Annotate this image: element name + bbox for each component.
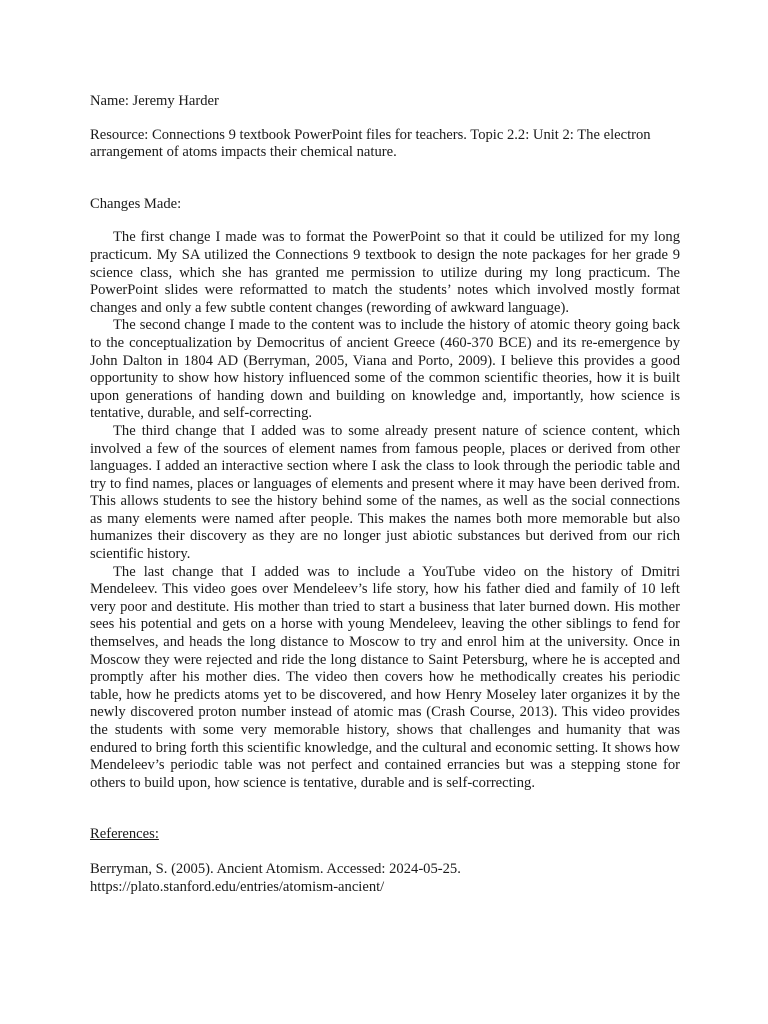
reference-citation: Berryman, S. (2005). Ancient Atomism. Accessed: 2024-05-25. <box>90 860 461 877</box>
resource-description: Resource: Connections 9 textbook PowerPoint files for teachers. Topic 2.2: Unit 2: The electron arrangement of atoms impacts their chemical nature. <box>90 126 651 161</box>
changes-body <box>90 229 680 792</box>
changes-heading: Changes Made: <box>90 195 182 212</box>
author-name: Name: Jeremy Harder <box>90 93 219 109</box>
paragraph-formatting: The first change I made was to format the PowerPoint so that it could be utilized for my long practicum. My SA utilized the Connections 9 textbook to design the note packages for her grade 9 science class, which she has granted me permission to utilize during my long practicum. The PowerPoint slides were reformatted to match the students’ notes which involved mostly format changes and only a few subtle content changes (rewording of awkward language). <box>90 229 680 316</box>
document-page <box>90 93 680 896</box>
reference-entry <box>90 861 680 896</box>
paragraph-mendeleev-video: The last change that I added was to include a YouTube video on the history of Dmitri Mendeleev. This video goes over Mendeleev’s life story, how his father died and family of 10 left very poor and destitute. His mother than tried to start a business that later burned down. His mother sees his potential and gets on a horse with young Mendeleev, leaving the other siblings to fend for themselves, and heads the long distance to Moscow to try and enrol him at the university. Once in Moscow they were rejected and ride the long distance to Saint Petersburg, where he is accepted and promptly after his mother dies. The video then covers how he methodically creates his periodic table, how he predicts atoms yet to be discovered, and how Henry Moseley later organizes it by the newly discovered proton number instead of atomic mas (Crash Course, 2013). This video provides the students with some very memorable history, shows that challenges and humanity that was endured to bring forth this scientific knowledge, and the cultural and economic setting. It shows how Mendeleev’s periodic table was not perfect and contained errancies but was a stepping stone for others to build upon, how science is tentative, durable and is self-correcting. <box>90 563 680 791</box>
paragraph-atomic-history: The second change I made to the content was to include the history of atomic theory going back to the conceptualization by Democritus of ancient Greece (460-370 BCE) and its re-emergence by John Dalton in 1804 AD (Berryman, 2005, Viana and Porto, 2009). I believe this provides a good opportunity to show how history influenced some of the common scientific theories, how it is built upon generations of handing down and building on knowledge and, importantly, how science is tentative, durable, and self-correcting. <box>90 317 680 422</box>
references-heading: References: <box>90 826 159 843</box>
reference-url: https://plato.stanford.edu/entries/atomism-ancient/ <box>90 878 385 895</box>
paragraph-element-names: The third change that I added was to some already present nature of science content, which involved a few of the sources of element names from famous people, places or derived from other languages. I added an interactive section where I ask the class to look through the periodic table and try to find names, places or languages of elements and present where it may have been derived from. This allows students to see the history behind some of the names, as well as the social connections as many elements were named after people. This makes the names both more memorable but also humanizes their discovery as they are no longer just abiotic substances but derived from our rich scientific history. <box>90 422 680 563</box>
